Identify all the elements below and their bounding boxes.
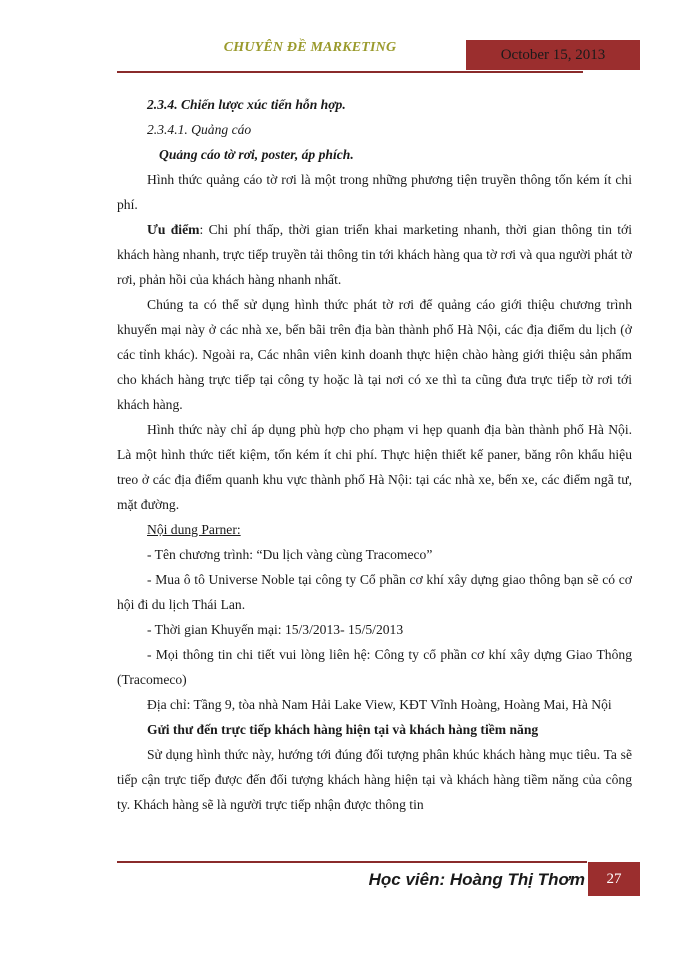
paragraph-distribution: Chúng ta có thể sử dụng hình thức phát tờ rơi để quảng cáo giới thiệu chương trình khuyến mại này ở các nhà xe, bến bãi trên địa bàn thành phố Hà Nội, các địa điểm du lịch (ở các tỉnh khác). Ngoài ra, Các nhân viên kinh doanh thực hiện chào hàng giới thiệu sản phẩm cho khách hàng trực tiếp tại công ty hoặc là tại nơi có xe thì ta cũng đưa trực tiếp tờ rơi tới khách hàng. [117,297,632,412]
banner-item: - Mua ô tô Universe Noble tại công ty Cổ phần cơ khí xây dựng giao thông bạn sẽ có cơ hội đi du lịch Thái Lan. [117,572,632,612]
banner-address: Địa chỉ: Tầng 9, tòa nhà Nam Hải Lake View, KĐT Vĩnh Hoàng, Hoàng Mai, Hà Nội [147,697,612,712]
subsection-heading: 2.3.4.1. Quảng cáo [147,122,252,137]
advantage-label: Ưu điểm [147,222,200,237]
footer-divider [117,861,587,863]
paragraph-intro: Hình thức quảng cáo tờ rơi là một trong những phương tiện truyền thông tốn kém ít chi phí. [117,172,632,212]
section-heading: 2.3.4. Chiến lược xúc tiến hỗn hợp. [147,97,346,112]
header-title: CHUYÊN ĐỀ MARKETING [223,40,397,55]
advantage-text: : Chi phí thấp, thời gian triển khai marketing nhanh, thời gian thông tin tới khách hàng nhanh, trực tiếp truyền tải thông tin tới khách hàng qua tờ rơi và qua người phát tờ rơi, phản hồi của khách hàng nhanh nhất. [117,222,632,287]
topic-heading: Quảng cáo tờ rơi, poster, áp phích. [159,147,354,162]
page-number: 27 [588,862,640,896]
paragraph-direct-mail: Sử dụng hình thức này, hướng tới đúng đối tượng phân khúc khách hàng mục tiêu. Ta sẽ tiếp cận trực tiếp được đến đối tượng khách hàng hiện tại và khách hàng tiềm năng của công ty. Khách hàng sẽ là người trực tiếp nhận được thông tin [117,747,632,812]
direct-mail-heading: Gửi thư đến trực tiếp khách hàng hiện tại và khách hàng tiềm năng [147,722,539,737]
header-divider [117,71,583,73]
footer-author: Học viên: Hoàng Thị Thơm [368,870,585,889]
document-body [117,92,632,817]
header-date: October 15, 2013 [466,40,640,70]
banner-item: - Tên chương trình: “Du lịch vàng cùng Tracomeco” [147,547,433,562]
banner-item: - Thời gian Khuyến mại: 15/3/2013- 15/5/2013 [147,622,404,637]
paragraph-scope: Hình thức này chỉ áp dụng phù hợp cho phạm vi hẹp quanh địa bàn thành phố Hà Nội. Là một hình thức tiết kiệm, tốn kém ít chi phí. Thực hiện thiết kế paner, băng rôn khẩu hiệu treo ở các địa điểm quanh khu vực thành phố Hà Nội: tại các nhà xe, bến xe, các điểm ngã tư, mặt đường. [117,422,632,512]
banner-content-label: Nội dung Parner: [147,522,241,537]
banner-item: - Mọi thông tin chi tiết vui lòng liên hệ: Công ty cổ phần cơ khí xây dựng Giao Thông (Tracomeco) [117,647,632,687]
paragraph-advantages [117,217,632,292]
